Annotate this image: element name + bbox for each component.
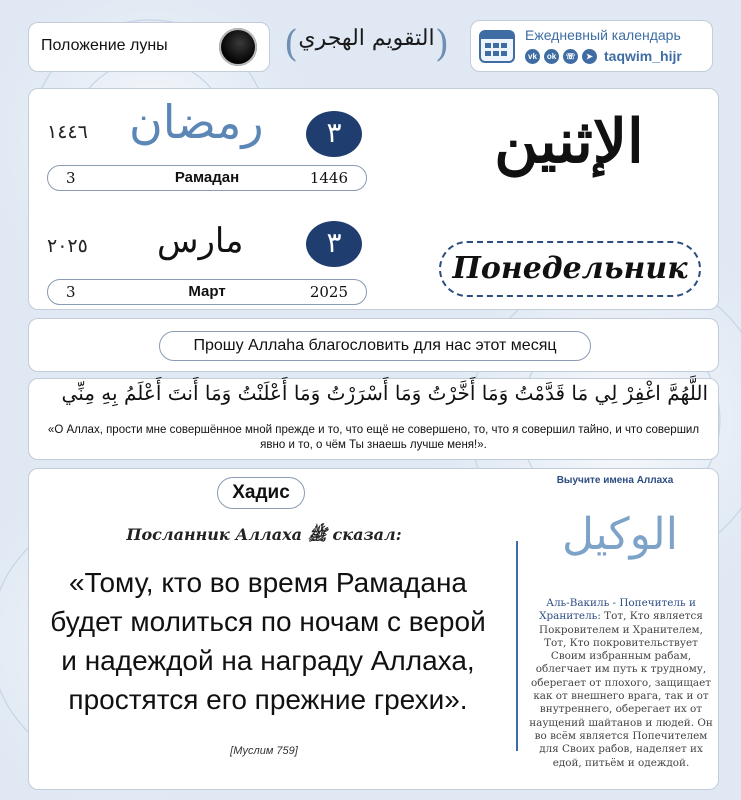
logo-left-bracket-icon: ( [284,24,299,65]
hadith-intro: Посланник Аллаха ﷺ сказал: [126,525,402,544]
gregorian-year: 2025 [309,283,348,301]
hijri-day-badge: ٣ [306,111,362,157]
dua-title: Прошу Аллаhа благословить для нас этот месяц [159,331,591,361]
ok-icon[interactable]: ok [544,49,559,64]
dua-arabic: اللَّهُمَّ اغْفِرْ لِي مَا قَدَّمْتُ وَمَا أَخَّرْتُ وَمَا أَسْرَرْتُ وَمَا أَعْلَنْتُ وَمَا أَنتَ أَعْلَمُ بِهِ مِنِّي [61,381,708,405]
hijri-date-pill [47,165,367,191]
logo-text: التقويم الهجري [298,26,435,51]
weekday-russian: Понедельник [439,241,701,297]
names-divider [516,541,518,751]
dua-title-panel [28,318,719,372]
name-title: Аль-Вакиль - Попечитель и Хранитель: [539,597,696,623]
dua-translation: «О Аллах, прости мне совершённое мной прежде и то, что ещё не совершено, то, что я совершил тайно, и что совершил явно и то, о чём Ты знаешь лучше меня!». [47,424,700,451]
channel-handle[interactable]: taqwim_hijr [604,48,682,64]
gregorian-day: 3 [66,283,76,301]
moon-phase-icon [219,28,257,66]
gregorian-month-arabic: مارس [157,221,244,261]
gregorian-month: Март [188,283,226,300]
hadith-source: [Муслим 759] [230,745,298,757]
name-description [528,597,714,770]
whatsapp-icon[interactable]: ☏ [563,49,578,64]
name-arabic-calligraphy: الوكيل [562,509,678,560]
logo-right-bracket-icon: ) [434,24,449,65]
channel-title: Ежедневный календарь [525,27,681,43]
date-panel [28,88,719,310]
moon-phase-label: Положение луны [41,37,168,54]
vk-icon[interactable]: vk [525,49,540,64]
calendar-icon [479,30,515,63]
channel-info-box[interactable] [470,20,713,72]
telegram-icon[interactable]: ➤ [582,49,597,64]
name-description-text: Тот, Кто является Покровителем и Хранителем, Тот, Кто покровительствует Своим избранным рабам, облегчает им путь к трудному, оберегает от плохого, защищает как от внешнего врага, так и от внутреннего, оберегает их от наущений шайтанов и людей. Он во всём является Попечителем для Своих рабов, наделяет их едой, питьём и одеждой. [529,610,713,769]
names-title: Выучите имена Аллаха [556,475,674,486]
hijri-year: 1446 [309,169,348,187]
hadith-text: «Тому, кто во время Рамадана будет молиться по ночам с верой и надеждой на награду Аллаха, простятся его прежние грехи». [50,567,486,715]
names-of-allah-card [510,469,720,791]
hadith-panel [28,468,719,790]
hijri-month: Рамадан [174,169,240,186]
gregorian-day-badge: ٣ [306,221,362,267]
hijri-month-arabic: رمضان [129,95,264,149]
dua-panel [28,378,719,460]
hadith-label: Хадис [217,477,305,509]
moon-phase-box [28,22,270,72]
social-links [525,48,682,64]
hijri-day: 3 [66,169,76,187]
hijri-calendar-logo [280,18,453,72]
weekday-arabic: الإثنين [494,107,644,177]
gregorian-date-pill [47,279,367,305]
gregorian-year-arabic: ٢٠٢٥ [47,235,88,257]
hijri-year-arabic: ١٤٤٦ [47,121,88,143]
